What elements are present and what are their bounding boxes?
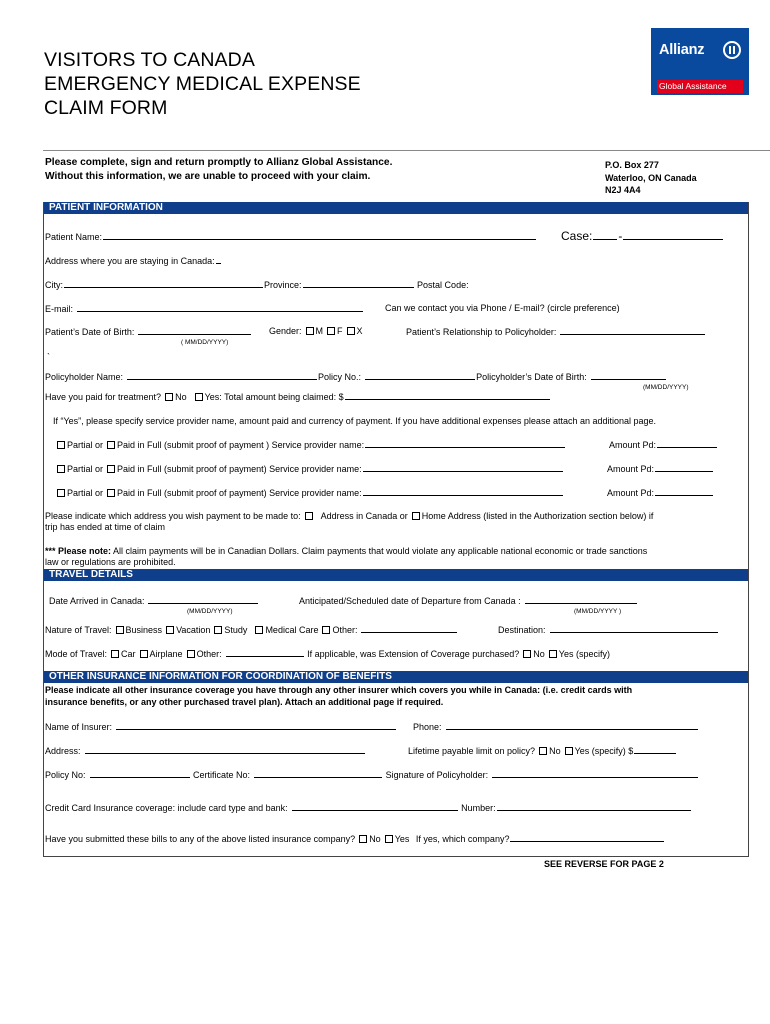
mode-other-field[interactable] [226, 648, 304, 657]
gender-m-label: M [315, 326, 324, 336]
amount-row-1 [609, 439, 718, 451]
if-yes-instructions: If “Yes”, please specify service provider name, amount paid and currency of payment. If you have additional expenses please attach an additional page. [53, 416, 657, 426]
form-title [44, 48, 361, 120]
city-label: City: [45, 280, 63, 290]
mode-label: Mode of Travel: [45, 649, 108, 659]
amount-label-2: Amount Pd: [607, 464, 655, 474]
insurance-intro-line-2: insurance benefits, or any other purchased travel plan). Attach an additional page if required. [45, 697, 444, 707]
payment-address-row [45, 511, 653, 522]
address-staying-field[interactable] [216, 255, 221, 264]
title-line-2: EMERGENCY MEDICAL EXPENSE [44, 73, 361, 95]
destination-field[interactable] [550, 624, 718, 633]
logo-subtitle: Global Assistance [657, 80, 743, 93]
policyholder-dob-label: Policyholder’s Date of Birth: [476, 372, 587, 382]
province-label: Province: [264, 280, 302, 290]
insurer-label: Name of Insurer: [45, 722, 113, 732]
title-line-1: VISITORS TO CANADA [44, 49, 255, 71]
insurer-row [45, 721, 397, 733]
extension-no-checkbox[interactable] [523, 650, 531, 658]
address-canada-label: Address in Canada or [320, 511, 408, 521]
mode-other-checkbox[interactable] [187, 650, 195, 658]
policyholder-dob-format: (MM/DD/YYYY) [643, 384, 689, 391]
instructions-line-1: Please complete, sign and return promptly to Allianz Global Assistance. [45, 157, 393, 168]
lifetime-question: Lifetime payable limit on policy? [408, 746, 536, 756]
gender-x-label: X [356, 326, 363, 336]
gender-x-checkbox[interactable] [347, 327, 355, 335]
insurer-address-row [45, 745, 366, 757]
address-line-1: P.O. Box 277 [605, 160, 659, 170]
amount-field-3[interactable] [655, 487, 713, 496]
email-field[interactable] [77, 303, 363, 312]
lifetime-amount-field[interactable] [634, 745, 676, 754]
credit-card-field[interactable] [292, 802, 458, 811]
logo-name: Allianz [659, 42, 705, 58]
address-staying-label: Address where you are staying in Canada: [45, 256, 215, 266]
policyholder-name-field[interactable] [127, 371, 317, 380]
dob-field[interactable] [138, 326, 251, 335]
submitted-yes-checkbox[interactable] [385, 835, 393, 843]
paid-full-label-1: Paid in Full (submit proof of payment ) Service provider name: [117, 440, 365, 450]
insurer-field[interactable] [116, 721, 396, 730]
gender-f-checkbox[interactable] [327, 327, 335, 335]
partial-label-2: Partial or [67, 464, 104, 474]
credit-card-label: Credit Card Insurance coverage: include card type and bank: [45, 803, 288, 813]
dob-format: ( MM/DD/YYYY) [181, 339, 229, 346]
extension-yes-label: Yes (specify) [558, 649, 610, 659]
medical-label: Medical Care [265, 625, 319, 635]
paid-yes-checkbox[interactable] [195, 393, 203, 401]
partial-label-1: Partial or [67, 440, 104, 450]
insurance-policy-no-label: Policy No: [45, 770, 86, 780]
other-label: Other: [332, 625, 358, 635]
provider-name-field-2[interactable] [363, 463, 563, 472]
extension-no-label: No [533, 649, 545, 659]
contact-preference: Can we contact you via Phone / E-mail? (circle preference) [385, 303, 620, 313]
address-line-2: Waterloo, ON Canada [605, 172, 697, 183]
partial-label-3: Partial or [67, 488, 104, 498]
postal-label: Postal Code: [417, 280, 469, 290]
lifetime-no-label: No [549, 746, 561, 756]
allianz-eagle-icon [723, 41, 741, 59]
certificate-field[interactable] [254, 769, 382, 778]
car-label: Car [121, 649, 136, 659]
amount-field-2[interactable] [655, 463, 713, 472]
paid-full-checkbox-1[interactable] [107, 441, 115, 449]
home-address-checkbox[interactable] [412, 512, 420, 520]
card-number-label: Number: [461, 803, 496, 813]
submitted-question: Have you submitted these bills to any of the above listed insurance company? [45, 834, 356, 844]
phone-row [413, 721, 699, 733]
lifetime-row [408, 745, 677, 757]
lifetime-yes-label: Yes (specify) $ [574, 746, 634, 756]
departure-field[interactable] [525, 595, 637, 604]
amount-row-2 [607, 463, 714, 475]
gender-m-checkbox[interactable] [306, 327, 314, 335]
instructions [45, 156, 392, 184]
travel-section-heading: TRAVEL DETAILS [44, 569, 748, 581]
amount-field-1[interactable] [657, 439, 717, 448]
payment-note [45, 546, 647, 557]
patient-section-heading: PATIENT INFORMATION [44, 202, 748, 214]
medical-checkbox[interactable] [255, 626, 263, 634]
address-staying-row [45, 255, 222, 267]
airplane-label: Airplane [149, 649, 183, 659]
relationship-label: Patient’s Relationship to Policyholder: [406, 327, 557, 337]
credit-card-row [45, 802, 692, 814]
signature-label: Signature of Policyholder: [385, 770, 489, 780]
other-field[interactable] [361, 624, 457, 633]
phone-label: Phone: [413, 722, 442, 732]
amount-row-3 [607, 487, 714, 499]
submitted-row [45, 833, 665, 845]
city-row [45, 279, 469, 291]
insurance-policy-no-field[interactable] [90, 769, 190, 778]
paid-no-checkbox[interactable] [165, 393, 173, 401]
business-checkbox[interactable] [116, 626, 124, 634]
patient-name-label: Patient Name: [45, 232, 103, 242]
paid-row [45, 391, 551, 403]
extension-yes-checkbox[interactable] [549, 650, 557, 658]
relationship-field[interactable] [560, 326, 705, 335]
city-field[interactable] [64, 279, 263, 288]
patient-name-field[interactable] [103, 231, 536, 240]
nature-label: Nature of Travel: [45, 625, 112, 635]
policy-no-field[interactable] [365, 371, 475, 380]
case-dash: - [618, 229, 623, 243]
address-canada-checkbox[interactable] [305, 512, 313, 520]
paid-yes-label: Yes: Total amount being claimed: $ [204, 392, 344, 402]
policyholder-dob-field[interactable] [591, 371, 666, 380]
submitted-no-checkbox[interactable] [359, 835, 367, 843]
patient-name-row [45, 231, 537, 243]
airplane-checkbox[interactable] [140, 650, 148, 658]
payment-question-line-2: trip has ended at time of claim [45, 522, 166, 532]
provider-row-3 [53, 487, 564, 499]
car-checkbox[interactable] [111, 650, 119, 658]
gender-row [269, 326, 363, 337]
nature-row [45, 624, 458, 636]
paid-full-label-2: Paid in Full (submit proof of payment) Service provider name: [117, 464, 362, 474]
study-checkbox[interactable] [214, 626, 222, 634]
note-text: All claim payments will be in Canadian Dollars. Claim payments that would violate any applicable national economic or trade sanctions [111, 546, 648, 556]
other-checkbox[interactable] [322, 626, 330, 634]
case-row [561, 229, 724, 242]
departure-label: Anticipated/Scheduled date of Departure from Canada : [299, 596, 521, 606]
submitted-yes-label: Yes [394, 834, 410, 844]
destination-row [498, 624, 719, 636]
header-divider [43, 150, 770, 151]
policy-certificate-row [45, 769, 699, 781]
departure-format: (MM/DD/YYYY ) [574, 608, 622, 615]
study-label: Study [224, 625, 248, 635]
lifetime-yes-checkbox[interactable] [565, 747, 573, 755]
paid-question: Have you paid for treatment? [45, 392, 162, 402]
which-company-label: If yes, which company? [415, 834, 510, 844]
email-label: E-mail: [45, 304, 74, 314]
paid-no-label: No [175, 392, 187, 402]
provider-row-1 [53, 439, 566, 451]
phone-field[interactable] [446, 721, 698, 730]
submitted-no-label: No [369, 834, 381, 844]
partial-checkbox-3[interactable] [57, 489, 65, 497]
see-reverse: SEE REVERSE FOR PAGE 2 [544, 859, 664, 869]
policyholder-name-label: Policyholder Name: [45, 372, 124, 382]
relationship-row [406, 326, 706, 338]
paid-full-label-3: Paid in Full (submit proof of payment) Service provider name: [117, 488, 362, 498]
signature-field[interactable] [492, 769, 698, 778]
vacation-checkbox[interactable] [166, 626, 174, 634]
allianz-logo [651, 28, 749, 95]
address-line-3: N2J 4A4 [605, 185, 641, 195]
insurance-section-heading: OTHER INSURANCE INFORMATION FOR COORDINATION OF BENEFITS [44, 671, 748, 683]
provider-name-field-1[interactable] [365, 439, 565, 448]
provider-name-field-3[interactable] [363, 487, 563, 496]
mode-row [45, 648, 610, 660]
insurer-address-field[interactable] [85, 745, 365, 754]
note-label: *** Please note: [45, 546, 112, 556]
case-field-1[interactable] [593, 229, 617, 240]
vacation-label: Vacation [176, 625, 211, 635]
paid-full-checkbox-2[interactable] [107, 465, 115, 473]
business-label: Business [125, 625, 163, 635]
total-amount-field[interactable] [345, 391, 550, 400]
home-address-label: Home Address (listed in the Authorization section below) if [421, 511, 654, 521]
extension-question: If applicable, was Extension of Coverage purchased? [307, 649, 520, 659]
amount-label-1: Amount Pd: [609, 440, 657, 450]
dob-label: Patient’s Date of Birth: [45, 327, 135, 337]
partial-checkbox-1[interactable] [57, 441, 65, 449]
policy-no-label: Policy No.: [318, 372, 362, 382]
provider-row-2 [53, 463, 564, 475]
insurance-intro-line-1: Please indicate all other insurance coverage you have through any other insurer which covers you while in Canada: (i.e. credit cards with [45, 685, 633, 695]
date-arrived-format: (MM/DD/YYYY) [187, 608, 233, 615]
title-line-3: CLAIM FORM [44, 97, 168, 119]
date-arrived-label: Date Arrived in Canada: [49, 596, 145, 606]
date-arrived-field[interactable] [148, 595, 258, 604]
partial-checkbox-2[interactable] [57, 465, 65, 473]
email-row [45, 303, 364, 315]
mode-other-label: Other: [196, 649, 222, 659]
certificate-label: Certificate No: [193, 770, 251, 780]
policyholder-row [45, 371, 667, 383]
paid-full-checkbox-3[interactable] [107, 489, 115, 497]
gender-label: Gender: [269, 326, 302, 336]
case-label: Case: [561, 229, 593, 243]
payment-question: Please indicate which address you wish payment to be made to: [45, 511, 301, 521]
payment-note-line-2: law or regulations are prohibited. [45, 557, 176, 567]
amount-label-3: Amount Pd: [607, 488, 655, 498]
instructions-line-2: Without this information, we are unable to proceed with your claim. [45, 171, 371, 182]
insurer-address-label: Address: [45, 746, 81, 756]
gender-f-label: F [337, 326, 343, 336]
card-number-field[interactable] [497, 802, 691, 811]
destination-label: Destination: [498, 625, 546, 635]
lifetime-no-checkbox[interactable] [539, 747, 547, 755]
which-company-field[interactable] [510, 833, 664, 842]
province-field[interactable] [303, 279, 414, 288]
case-field-2[interactable] [623, 229, 723, 240]
stray-mark: ` [47, 352, 50, 362]
mailing-address [605, 159, 697, 197]
